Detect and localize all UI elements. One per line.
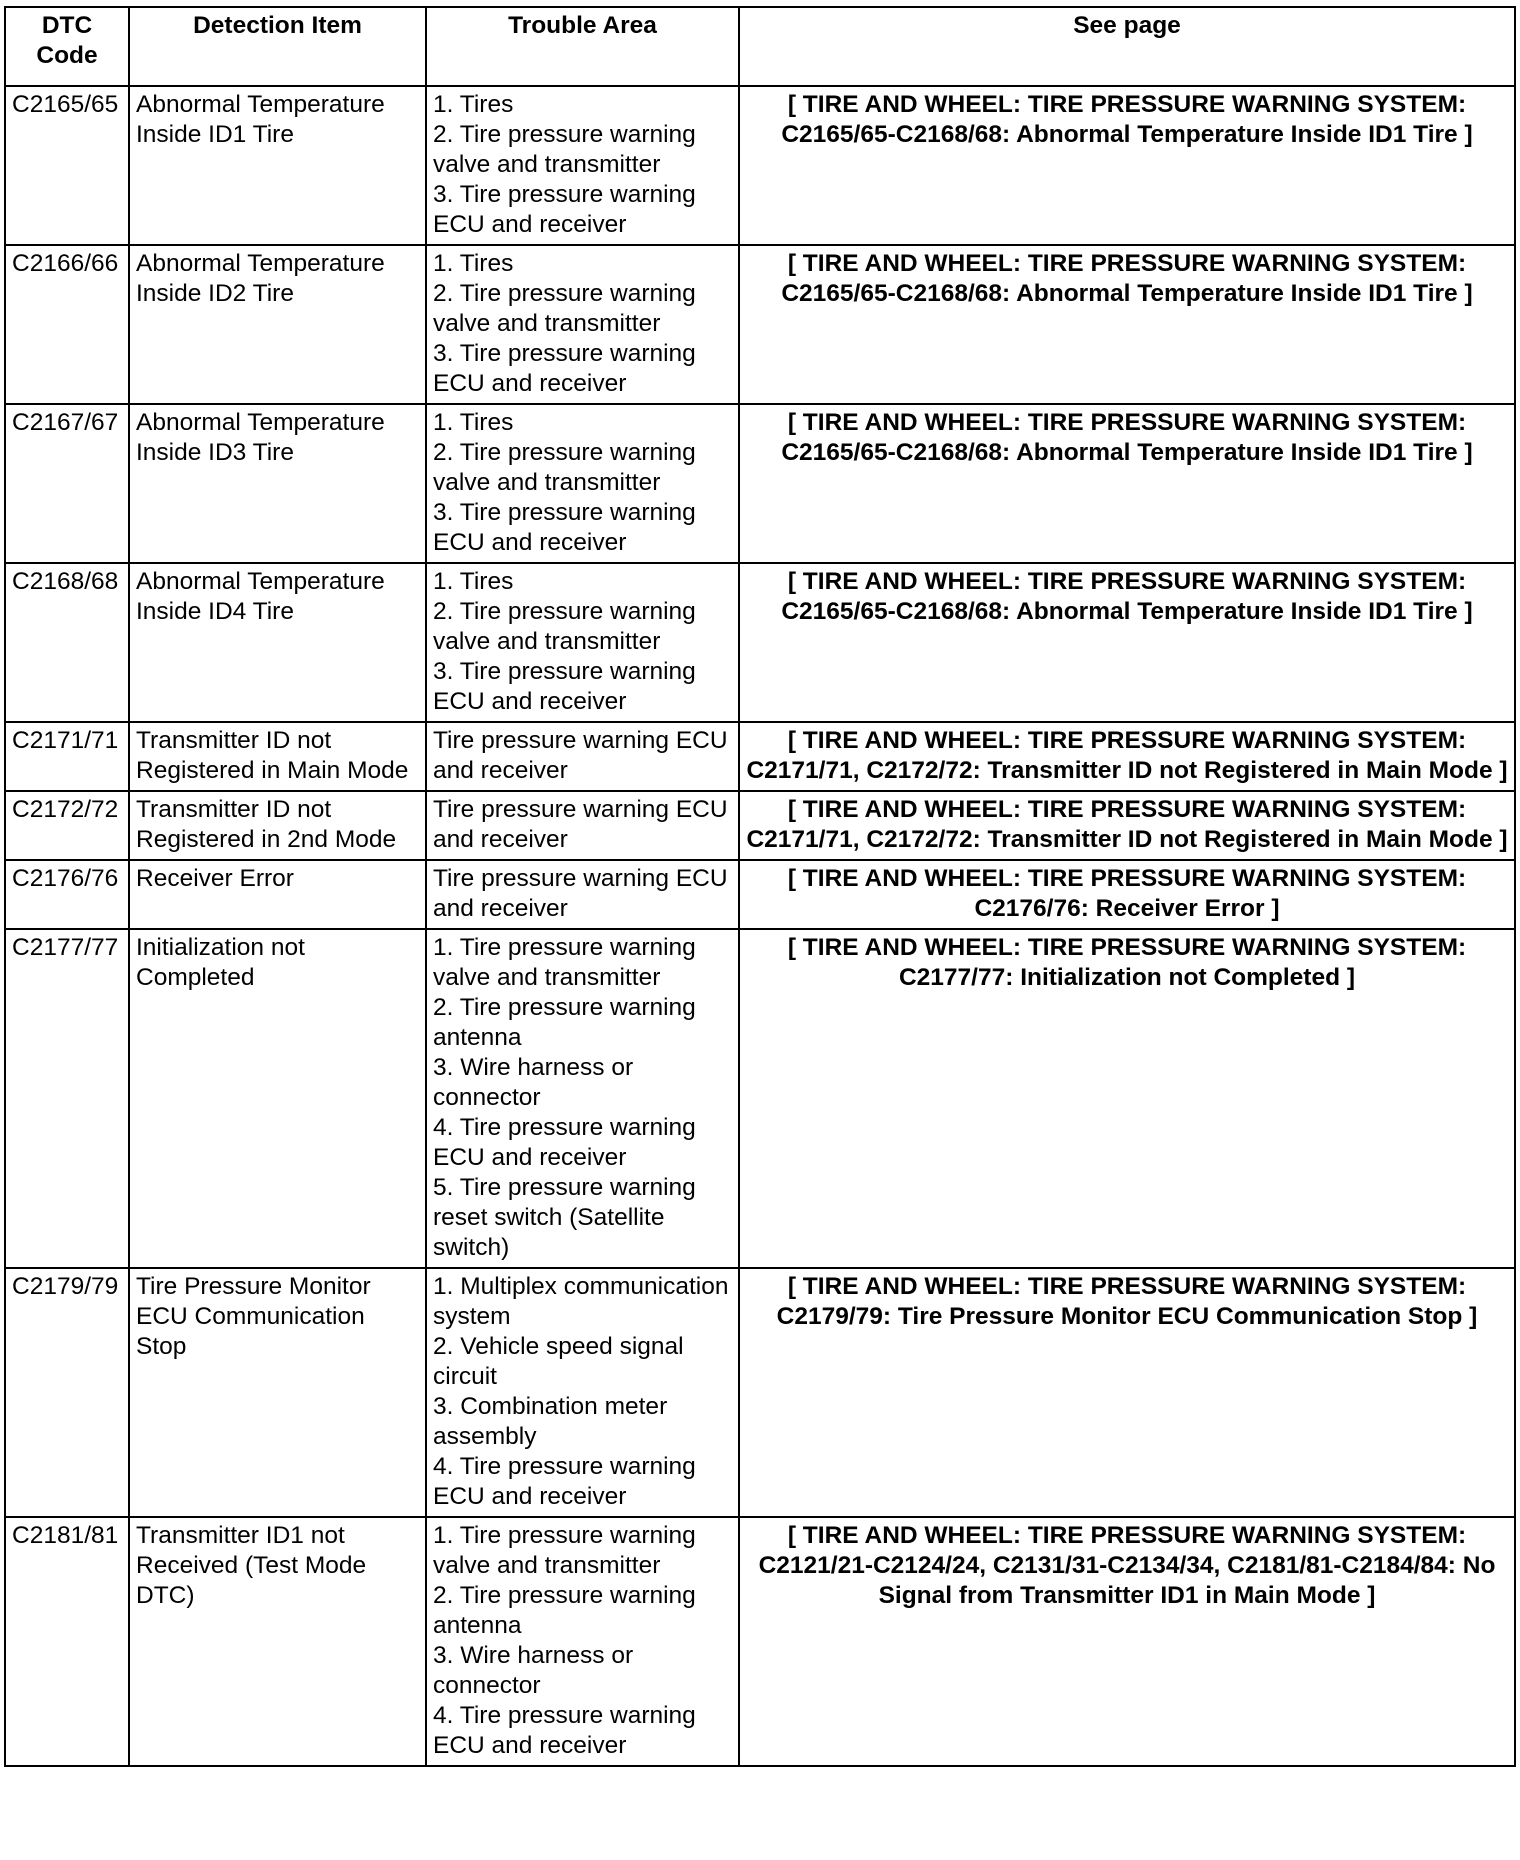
trouble-area-entry: 2. Tire pressure warning valve and transmitter xyxy=(433,280,696,337)
trouble-area-entry: 2. Tire pressure warning valve and transmitter xyxy=(433,598,696,655)
see-page-link[interactable]: [ TIRE AND WHEEL: TIRE PRESSURE WARNING SYSTEM: C2165/65-C2168/68: Abnormal Temperature Inside ID1 Tire ] xyxy=(739,245,1515,404)
detection-item-cell: Abnormal Temperature Inside ID3 Tire xyxy=(129,404,426,563)
trouble-area-entry: 3. Tire pressure warning ECU and receiver xyxy=(433,340,696,397)
table-row xyxy=(5,722,1515,791)
see-page-link[interactable]: [ TIRE AND WHEEL: TIRE PRESSURE WARNING SYSTEM: C2165/65-C2168/68: Abnormal Temperature Inside ID1 Tire ] xyxy=(739,404,1515,563)
table-row xyxy=(5,791,1515,860)
detection-item-cell: Receiver Error xyxy=(129,860,426,929)
see-page-link[interactable]: [ TIRE AND WHEEL: TIRE PRESSURE WARNING SYSTEM: C2177/77: Initialization not Completed ] xyxy=(739,929,1515,1268)
dtc-code-cell: C2177/77 xyxy=(5,929,129,1268)
dtc-code-cell: C2181/81 xyxy=(5,1517,129,1766)
trouble-area-entry: 2. Tire pressure warning valve and transmitter xyxy=(433,121,696,178)
dtc-table xyxy=(4,6,1516,1767)
trouble-area-entry: 2. Tire pressure warning antenna xyxy=(433,994,696,1051)
trouble-area-entry: 3. Tire pressure warning ECU and receiver xyxy=(433,658,696,715)
trouble-area-entry: 3. Wire harness or connector xyxy=(433,1054,634,1111)
table-row xyxy=(5,860,1515,929)
see-page-link[interactable]: [ TIRE AND WHEEL: TIRE PRESSURE WARNING SYSTEM: C2171/71, C2172/72: Transmitter ID not Registered in Main Mode ] xyxy=(739,722,1515,791)
dtc-code-cell: C2168/68 xyxy=(5,563,129,722)
table-row xyxy=(5,86,1515,245)
see-page-link[interactable]: [ TIRE AND WHEEL: TIRE PRESSURE WARNING SYSTEM: C2165/65-C2168/68: Abnormal Temperature Inside ID1 Tire ] xyxy=(739,86,1515,245)
trouble-area-entry: 3. Combination meter assembly xyxy=(433,1393,668,1450)
trouble-area-cell xyxy=(426,245,739,404)
table-body xyxy=(5,86,1515,1766)
header-trouble-area: Trouble Area xyxy=(426,7,739,86)
header-row xyxy=(5,7,1515,86)
trouble-area-entry: 4. Tire pressure warning ECU and receiver xyxy=(433,1114,696,1171)
trouble-area-cell xyxy=(426,404,739,563)
header-see-page: See page xyxy=(739,7,1515,86)
trouble-area-entry: 1. Tires xyxy=(433,409,514,436)
table-row xyxy=(5,404,1515,563)
trouble-area-cell xyxy=(426,929,739,1268)
dtc-code-cell: C2172/72 xyxy=(5,791,129,860)
trouble-area-entry: 2. Vehicle speed signal circuit xyxy=(433,1333,684,1390)
trouble-area-cell xyxy=(426,563,739,722)
dtc-code-cell: C2176/76 xyxy=(5,860,129,929)
detection-item-cell: Transmitter ID not Registered in Main Mode xyxy=(129,722,426,791)
trouble-area-entry: 1. Tires xyxy=(433,568,514,595)
trouble-area-entry: 5. Tire pressure warning reset switch (Satellite switch) xyxy=(433,1174,696,1261)
trouble-area-cell xyxy=(426,86,739,245)
trouble-area-entry: 1. Tire pressure warning valve and transmitter xyxy=(433,934,696,991)
trouble-area-entry: 1. Tires xyxy=(433,250,514,277)
header-detection-item: Detection Item xyxy=(129,7,426,86)
dtc-code-cell: C2167/67 xyxy=(5,404,129,563)
dtc-code-cell: C2171/71 xyxy=(5,722,129,791)
table-row xyxy=(5,1268,1515,1517)
table-row xyxy=(5,1517,1515,1766)
table-row xyxy=(5,245,1515,404)
trouble-area-entry: 1. Tires xyxy=(433,91,514,118)
trouble-area-entry: 2. Tire pressure warning valve and transmitter xyxy=(433,439,696,496)
trouble-area-cell xyxy=(426,860,739,929)
see-page-link[interactable]: [ TIRE AND WHEEL: TIRE PRESSURE WARNING SYSTEM: C2121/21-C2124/24, C2131/31-C2134/34, C2181/81-C2184/84: No Signal from Transmitter ID1 in Main Mode ] xyxy=(739,1517,1515,1766)
dtc-code-cell: C2179/79 xyxy=(5,1268,129,1517)
trouble-area-entry: 3. Tire pressure warning ECU and receiver xyxy=(433,181,696,238)
header-dtc-code: DTC Code xyxy=(5,7,129,86)
trouble-area-entry: Tire pressure warning ECU and receiver xyxy=(433,865,728,922)
detection-item-cell: Transmitter ID not Registered in 2nd Mode xyxy=(129,791,426,860)
trouble-area-entry: 1. Multiplex communication system xyxy=(433,1273,729,1330)
trouble-area-entry: 4. Tire pressure warning ECU and receiver xyxy=(433,1453,696,1510)
trouble-area-entry: 1. Tire pressure warning valve and transmitter xyxy=(433,1522,696,1579)
detection-item-cell: Abnormal Temperature Inside ID2 Tire xyxy=(129,245,426,404)
detection-item-cell: Transmitter ID1 not Received (Test Mode DTC) xyxy=(129,1517,426,1766)
table-row xyxy=(5,929,1515,1268)
see-page-link[interactable]: [ TIRE AND WHEEL: TIRE PRESSURE WARNING SYSTEM: C2176/76: Receiver Error ] xyxy=(739,860,1515,929)
trouble-area-entry: 4. Tire pressure warning ECU and receiver xyxy=(433,1702,696,1759)
trouble-area-cell xyxy=(426,1268,739,1517)
dtc-code-cell: C2165/65 xyxy=(5,86,129,245)
trouble-area-cell xyxy=(426,1517,739,1766)
detection-item-cell: Abnormal Temperature Inside ID4 Tire xyxy=(129,563,426,722)
trouble-area-entry: 3. Wire harness or connector xyxy=(433,1642,634,1699)
trouble-area-cell xyxy=(426,722,739,791)
trouble-area-cell xyxy=(426,791,739,860)
detection-item-cell: Tire Pressure Monitor ECU Communication Stop xyxy=(129,1268,426,1517)
trouble-area-entry: 3. Tire pressure warning ECU and receiver xyxy=(433,499,696,556)
dtc-code-cell: C2166/66 xyxy=(5,245,129,404)
see-page-link[interactable]: [ TIRE AND WHEEL: TIRE PRESSURE WARNING SYSTEM: C2171/71, C2172/72: Transmitter ID not Registered in Main Mode ] xyxy=(739,791,1515,860)
trouble-area-entry: 2. Tire pressure warning antenna xyxy=(433,1582,696,1639)
see-page-link[interactable]: [ TIRE AND WHEEL: TIRE PRESSURE WARNING SYSTEM: C2165/65-C2168/68: Abnormal Temperature Inside ID1 Tire ] xyxy=(739,563,1515,722)
detection-item-cell: Abnormal Temperature Inside ID1 Tire xyxy=(129,86,426,245)
detection-item-cell: Initialization not Completed xyxy=(129,929,426,1268)
trouble-area-entry: Tire pressure warning ECU and receiver xyxy=(433,727,728,784)
table-row xyxy=(5,563,1515,722)
see-page-link[interactable]: [ TIRE AND WHEEL: TIRE PRESSURE WARNING SYSTEM: C2179/79: Tire Pressure Monitor ECU Communication Stop ] xyxy=(739,1268,1515,1517)
trouble-area-entry: Tire pressure warning ECU and receiver xyxy=(433,796,728,853)
